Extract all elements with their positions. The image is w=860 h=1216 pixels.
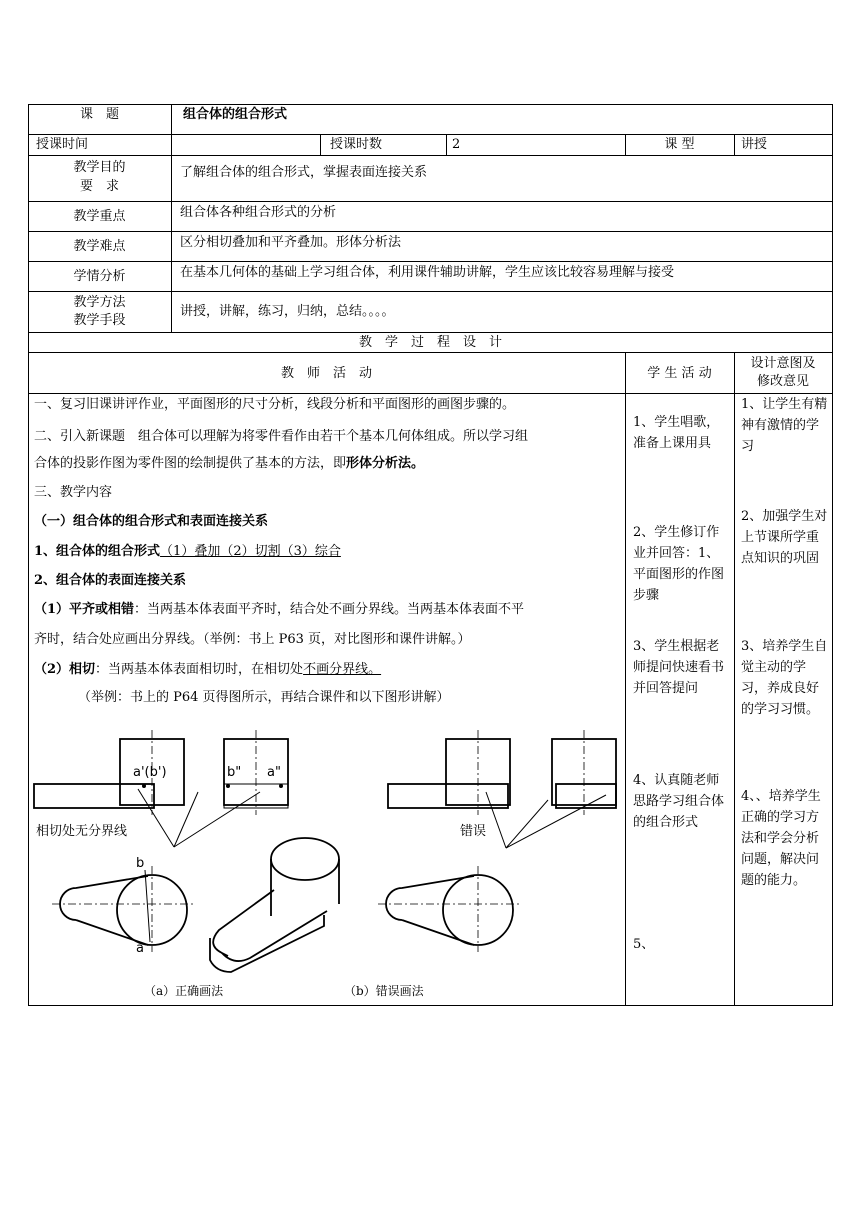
teacher-p3: 三、教学内容 [34, 485, 113, 500]
design-note-4: 4、、培养学生正确的学习方法和学会分析问题，解决问题的能力。 [741, 789, 821, 888]
method-label-1: 教学方法 [73, 295, 126, 310]
combination-forms: （1）叠加（2）切割（3）综合 [160, 544, 341, 559]
section-heading-3: 2、组合体的表面连接关系 [34, 573, 187, 588]
student-step-3: 3、学生根据老师提问快速看书并回答提问 [633, 639, 725, 696]
type-value: 讲授 [741, 137, 768, 152]
purpose-value: 了解组合体的组合形式，掌握表面连接关系 [180, 165, 428, 180]
point-label-a1: a'(b') [133, 765, 167, 780]
student-step-4: 4、认真随老师思路学习组合体的组合形式 [633, 773, 725, 830]
teacher-h2 [34, 543, 341, 561]
wrong-label: 错误 [460, 824, 487, 839]
topic-value: 组合体的组合形式 [183, 107, 288, 122]
hours-value: 2 [452, 137, 461, 152]
method-value: 讲授，讲解，练习，归纳，总结。。。。 [180, 304, 395, 319]
situation-value: 在基本几何体的基础上学习组合体，利用课件辅助讲解，学生应该比较容易理解与接受 [180, 265, 675, 280]
teacher-p5 [34, 661, 381, 679]
teacher-p1: 一、复习旧课讲评作业，平面图形的尺寸分析，线段分析和平面图形的画图步骤的。 [34, 397, 516, 412]
design-column-header-2: 修改意见 [756, 374, 809, 389]
tangency-figure [28, 720, 625, 1005]
process-title: 教 学 过 程 设 计 [358, 335, 502, 350]
tangent-no-line-label: 相切处无分界线 [36, 824, 128, 839]
type-label: 课 型 [664, 137, 695, 152]
teacher-p2 [34, 455, 424, 473]
design-column-header-1: 设计意图及 [750, 356, 816, 371]
topic-label: 课 题 [79, 107, 119, 122]
teacher-p2a: 二、引入新课题 组合体可以理解为将零件看作由若干个基本几何体组成。所以学习组 [34, 429, 529, 444]
design-note-1: 1、让学生有精神有激情的学习 [741, 397, 828, 454]
key-points-label: 教学重点 [73, 209, 126, 224]
point-label-b2: b" [227, 765, 242, 780]
tangent-term: （2）相切 [34, 662, 96, 677]
flush-term: （1）平齐或相错 [34, 602, 135, 617]
purpose-label-1: 教学目的 [73, 160, 126, 175]
difficulty-label: 教学难点 [73, 239, 126, 254]
student-column-header: 学 生 活 动 [647, 366, 712, 381]
teacher-p4b: 齐时，结合处应画出分界线。（举例：书上 P63 页，对比图形和课件讲解。） [34, 632, 471, 647]
hours-label: 授课时数 [330, 137, 383, 152]
design-note-3: 3、培养学生自觉主动的学习，养成良好的学习习惯。 [741, 639, 828, 717]
flush-desc: ：当两基本体表面平齐时，结合处不画分界线。当两基本体表面不平 [134, 602, 525, 617]
teacher-p4a [34, 601, 524, 619]
section-heading-2: 1、组合体的组合形式 [34, 544, 161, 559]
section-heading-1: （一）组合体的组合形式和表面连接关系 [34, 514, 269, 529]
caption-correct: （a）正确画法 [144, 984, 224, 998]
point-label-a2: a" [267, 765, 281, 780]
method-label-2: 教学手段 [73, 313, 126, 328]
design-note-2: 2、加强学生对上节课所学重点知识的巩固 [741, 509, 828, 566]
student-step-1: 1、学生唱歌，准备上课用具 [633, 415, 720, 451]
difficulty-value: 区分相切叠加和平齐叠加。形体分析法 [180, 235, 402, 250]
student-step-5: 5、 [633, 937, 655, 952]
teacher-p2c: 形体分析法。 [346, 456, 425, 471]
caption-wrong: （b）错误画法 [344, 984, 424, 998]
purpose-label-2: 要 求 [79, 179, 119, 194]
tangent-desc: ：当两基本体表面相切时，在相切处 [95, 662, 304, 677]
teacher-p6: （举例：书上的 P64 页得图所示，再结合课件和以下图形讲解） [78, 690, 450, 705]
teacher-p2b: 合体的投影作图为零件图的绘制提供了基本的方法，即 [34, 456, 347, 471]
key-points-value: 组合体各种组合形式的分析 [180, 205, 337, 220]
teacher-column-header: 教 师 活 动 [280, 366, 372, 381]
tangent-underline: 不画分界线。 [303, 662, 382, 677]
time-label: 授课时间 [36, 137, 89, 152]
situation-label: 学情分析 [73, 269, 126, 284]
point-label-a: a [136, 941, 144, 956]
point-label-b: b [136, 856, 145, 871]
student-step-2: 2、学生修订作业并回答：1、平面图形的作图步骤 [633, 525, 725, 603]
